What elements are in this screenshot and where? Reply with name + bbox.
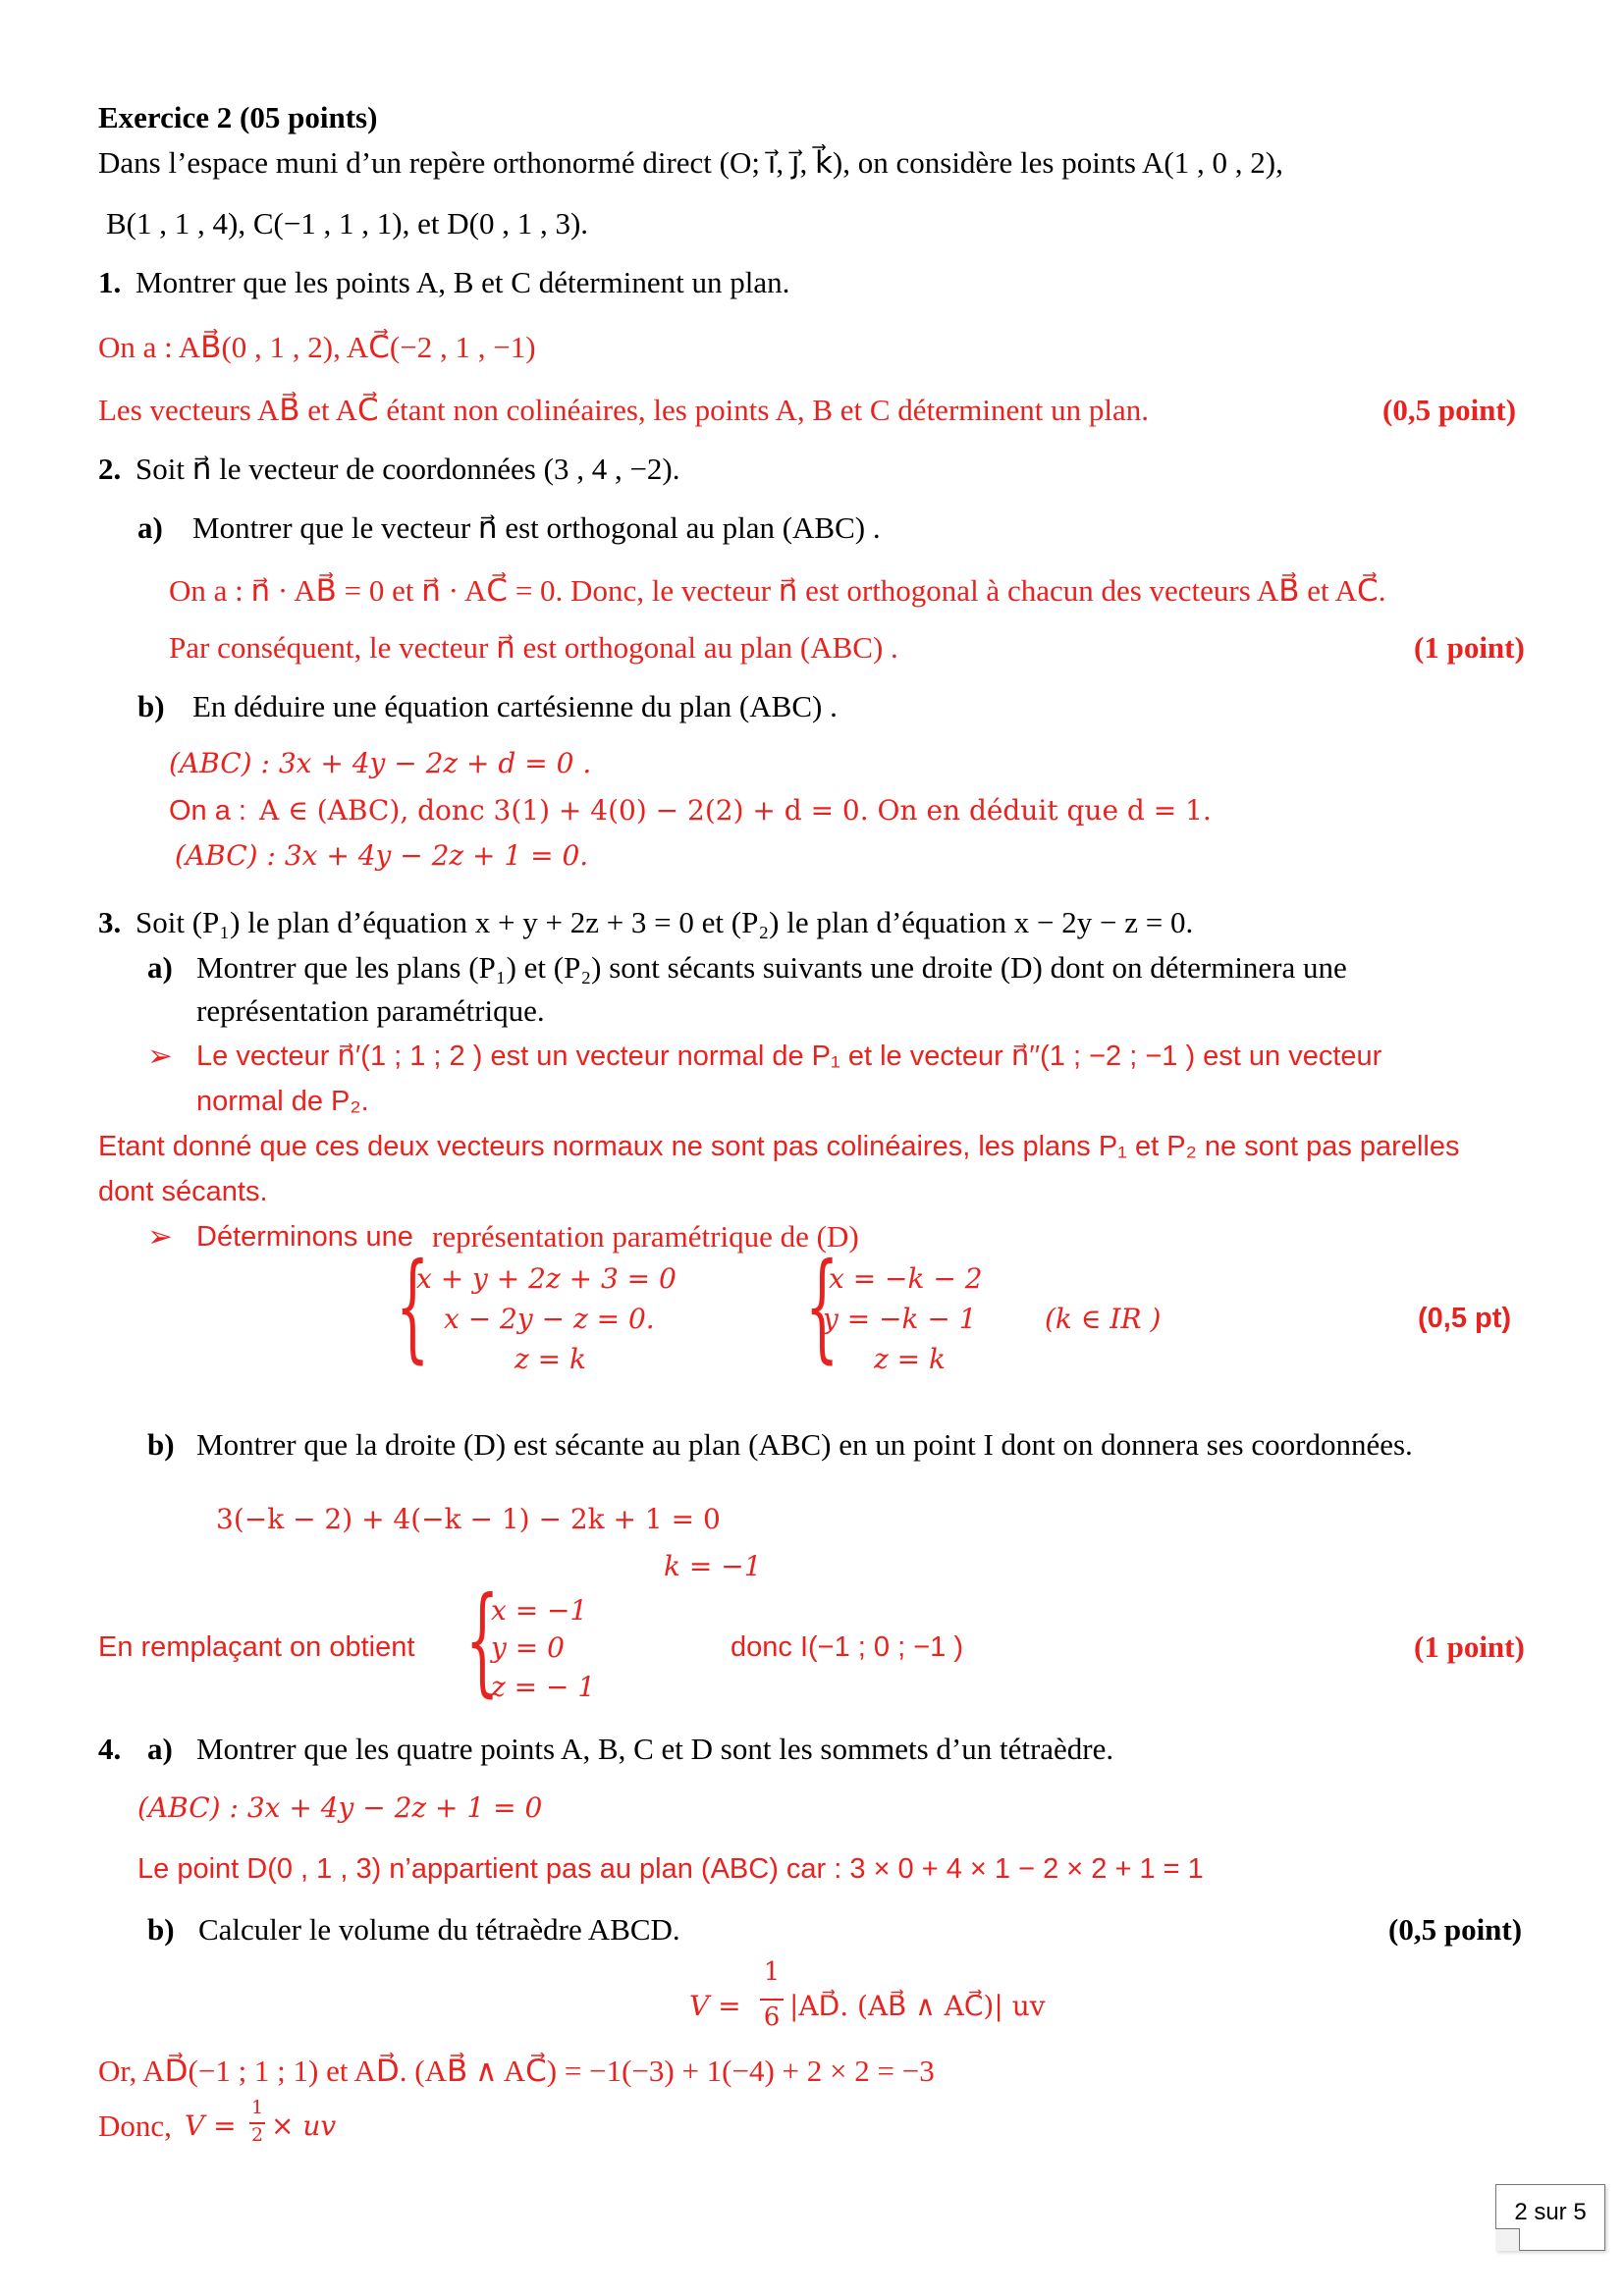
bullet-1: ➢ (147, 1039, 173, 1073)
system-3-eq-3: z = − 1 (491, 1671, 596, 1703)
exercise-title: Exercice 2 (05 points) (98, 100, 378, 134)
brace-system-2: { (805, 1239, 839, 1375)
system-2-eq-1: x = −k − 2 (829, 1262, 983, 1295)
answer-3b-line-1: 3(−k − 2) + 4(−k − 1) − 2k + 1 = 0 (216, 1503, 721, 1535)
page-number: 2 sur 5 (1514, 2199, 1587, 2225)
answer-3b-line-4: donc I(−1 ; 0 ; −1 ) (731, 1631, 963, 1663)
label-4a: a) (147, 1732, 173, 1766)
label-3b: b) (147, 1427, 175, 1462)
question-2b: En déduire une équation cartésienne du plan (ABC) . (192, 689, 838, 723)
volume-fraction-denominator: 6 (763, 2002, 781, 2032)
volume-fraction-bar (760, 1999, 784, 2001)
volume-formula-left: V = (689, 1990, 741, 2022)
answer-4a-line-2: Le point D(0 , 1 , 3) n’appartient pas au plan (ABC) car : 3 × 0 + 4 × 1 − 2 × 2 + 1 = 1 (137, 1853, 1204, 1885)
answer-4b-line-3-v: V = (185, 2109, 237, 2142)
question-1: Montrer que les points A, B et C déterminent un plan. (135, 265, 790, 299)
answer-1-line-1: On a : AB⃗(0 , 1 , 2), AC⃗(−2 , 1 , −1) (98, 330, 536, 364)
system-3-eq-2: y = 0 (491, 1631, 565, 1664)
question-number-2: 2. (98, 452, 122, 486)
system-1-eq-3: z = k (514, 1343, 586, 1375)
answer-3a-line-1: Le vecteur n⃗′(1 ; 1 ; 2 ) est un vecteur normal de P₁ et le vecteur n⃗′′(1 ; −2 ; −1 ) est un vecteur (196, 1041, 1382, 1072)
question-number-1: 1. (98, 265, 122, 299)
points-q3b: (1 point) (1414, 1629, 1525, 1664)
answer-4b-fraction-numerator: 1 (250, 2097, 264, 2118)
answer-2a-line-1: On a : n⃗ · AB⃗ = 0 et n⃗ · AC⃗ = 0. Donc, le vecteur n⃗ est orthogonal à chacun des vecteurs AB⃗ et AC⃗. (169, 573, 1386, 608)
answer-3b-line-3: En remplaçant on obtient (98, 1631, 415, 1663)
question-number-4: 4. (98, 1732, 122, 1766)
answer-3a-line-5-prefix: Déterminons une (196, 1221, 413, 1253)
question-3: Soit (P₁) le plan d’équation x + y + 2z + 3 = 0 et (P₂) le plan d’équation x − 2y − z = 0. (135, 905, 1194, 939)
answer-4b-line-3-rest: × uv (271, 2109, 337, 2142)
system-2-eq-2: y = −k − 1 (823, 1303, 977, 1335)
points-q2a: (1 point) (1414, 630, 1525, 665)
system-2-note: (k ∈ IR ) (1045, 1303, 1162, 1335)
answer-3a-line-3: Etant donné que ces deux vecteurs normaux ne sont pas colinéaires, les plans P₁ et P₂ ne sont pas parelles (98, 1131, 1460, 1162)
system-1-eq-2: x − 2y − z = 0. (444, 1303, 655, 1335)
intro-line-2: B(1 , 1 , 4), C(−1 , 1 , 1), et D(0 , 1 , 3). (106, 206, 589, 240)
answer-2b-line-3: (ABC) : 3x + 4y − 2z + 1 = 0. (175, 839, 589, 872)
answer-3a-line-4: dont sécants. (98, 1176, 268, 1207)
answer-3a-line-2: normal de P₂. (196, 1086, 369, 1117)
answer-2a-line-2: Par conséquent, le vecteur n⃗ est orthogonal au plan (ABC) . (169, 630, 898, 665)
answer-2b-line-2-prefix: On a : (169, 795, 246, 827)
question-number-3: 3. (98, 905, 122, 939)
label-3a: a) (147, 950, 173, 985)
volume-formula-right: |AD⃗. (AB⃗ ∧ AC⃗)| uv (789, 1990, 1046, 2022)
intro-line-1: Dans l’espace muni d’un repère orthonormé direct (O; i⃗, j⃗, k⃗), on considère les points A(1 , 0 , 2), (98, 145, 1283, 180)
points-q4b: (0,5 point) (1388, 1912, 1523, 1947)
label-2b: b) (137, 689, 165, 723)
system-2-eq-3: z = k (874, 1343, 946, 1375)
question-2a: Montrer que le vecteur n⃗ est orthogonal au plan (ABC) . (192, 510, 881, 545)
question-3a-line-2: représentation paramétrique. (196, 993, 545, 1028)
points-q3a: (0,5 pt) (1418, 1303, 1512, 1334)
answer-4b-fraction-denominator: 2 (250, 2124, 264, 2146)
question-3a-line-1: Montrer que les plans (P₁) et (P₂) sont sécants suivants une droite (D) dont on déterminera une (196, 950, 1347, 985)
page-corner-fold (1495, 2228, 1520, 2251)
label-2a: a) (137, 510, 163, 545)
answer-2b-line-2: A ∈ (ABC), donc 3(1) + 4(0) − 2(2) + d = 0. On en déduit que d = 1. (259, 794, 1212, 827)
answer-4b-line-3-prefix: Donc, (98, 2109, 172, 2143)
question-4a: Montrer que les quatre points A, B, C et D sont les sommets d’un tétraèdre. (196, 1732, 1114, 1766)
question-2: Soit n⃗ le vecteur de coordonnées (3 , 4 , −2). (135, 452, 680, 486)
answer-3a-line-5: représentation paramétrique de (D) (432, 1219, 859, 1254)
brace-system-1: { (396, 1239, 430, 1375)
system-3-eq-1: x = −1 (491, 1594, 588, 1627)
question-3b: Montrer que la droite (D) est sécante au plan (ABC) en un point I dont on donnera ses coordonnées. (196, 1427, 1413, 1462)
bullet-2: ➢ (147, 1219, 173, 1254)
answer-3b-line-2: k = −1 (664, 1550, 762, 1582)
points-q1: (0,5 point) (1382, 393, 1517, 427)
label-4b: b) (147, 1912, 175, 1947)
brace-system-3: { (465, 1573, 500, 1709)
system-1-eq-1: x + y + 2z + 3 = 0 (416, 1262, 677, 1295)
answer-4a-line-1: (ABC) : 3x + 4y − 2z + 1 = 0 (137, 1791, 543, 1824)
question-4b: Calculer le volume du tétraèdre ABCD. (198, 1912, 680, 1947)
volume-fraction-numerator: 1 (763, 1957, 781, 1987)
answer-4b-line-2: Or, AD⃗(−1 ; 1 ; 1) et AD⃗. (AB⃗ ∧ AC⃗) = −1(−3) + 1(−4) + 2 × 2 = −3 (98, 2054, 935, 2088)
answer-2b-line-1: (ABC) : 3x + 4y − 2z + d = 0 . (169, 747, 592, 779)
answer-1-line-2: Les vecteurs AB⃗ et AC⃗ étant non colinéaires, les points A, B et C déterminent un plan. (98, 393, 1149, 427)
